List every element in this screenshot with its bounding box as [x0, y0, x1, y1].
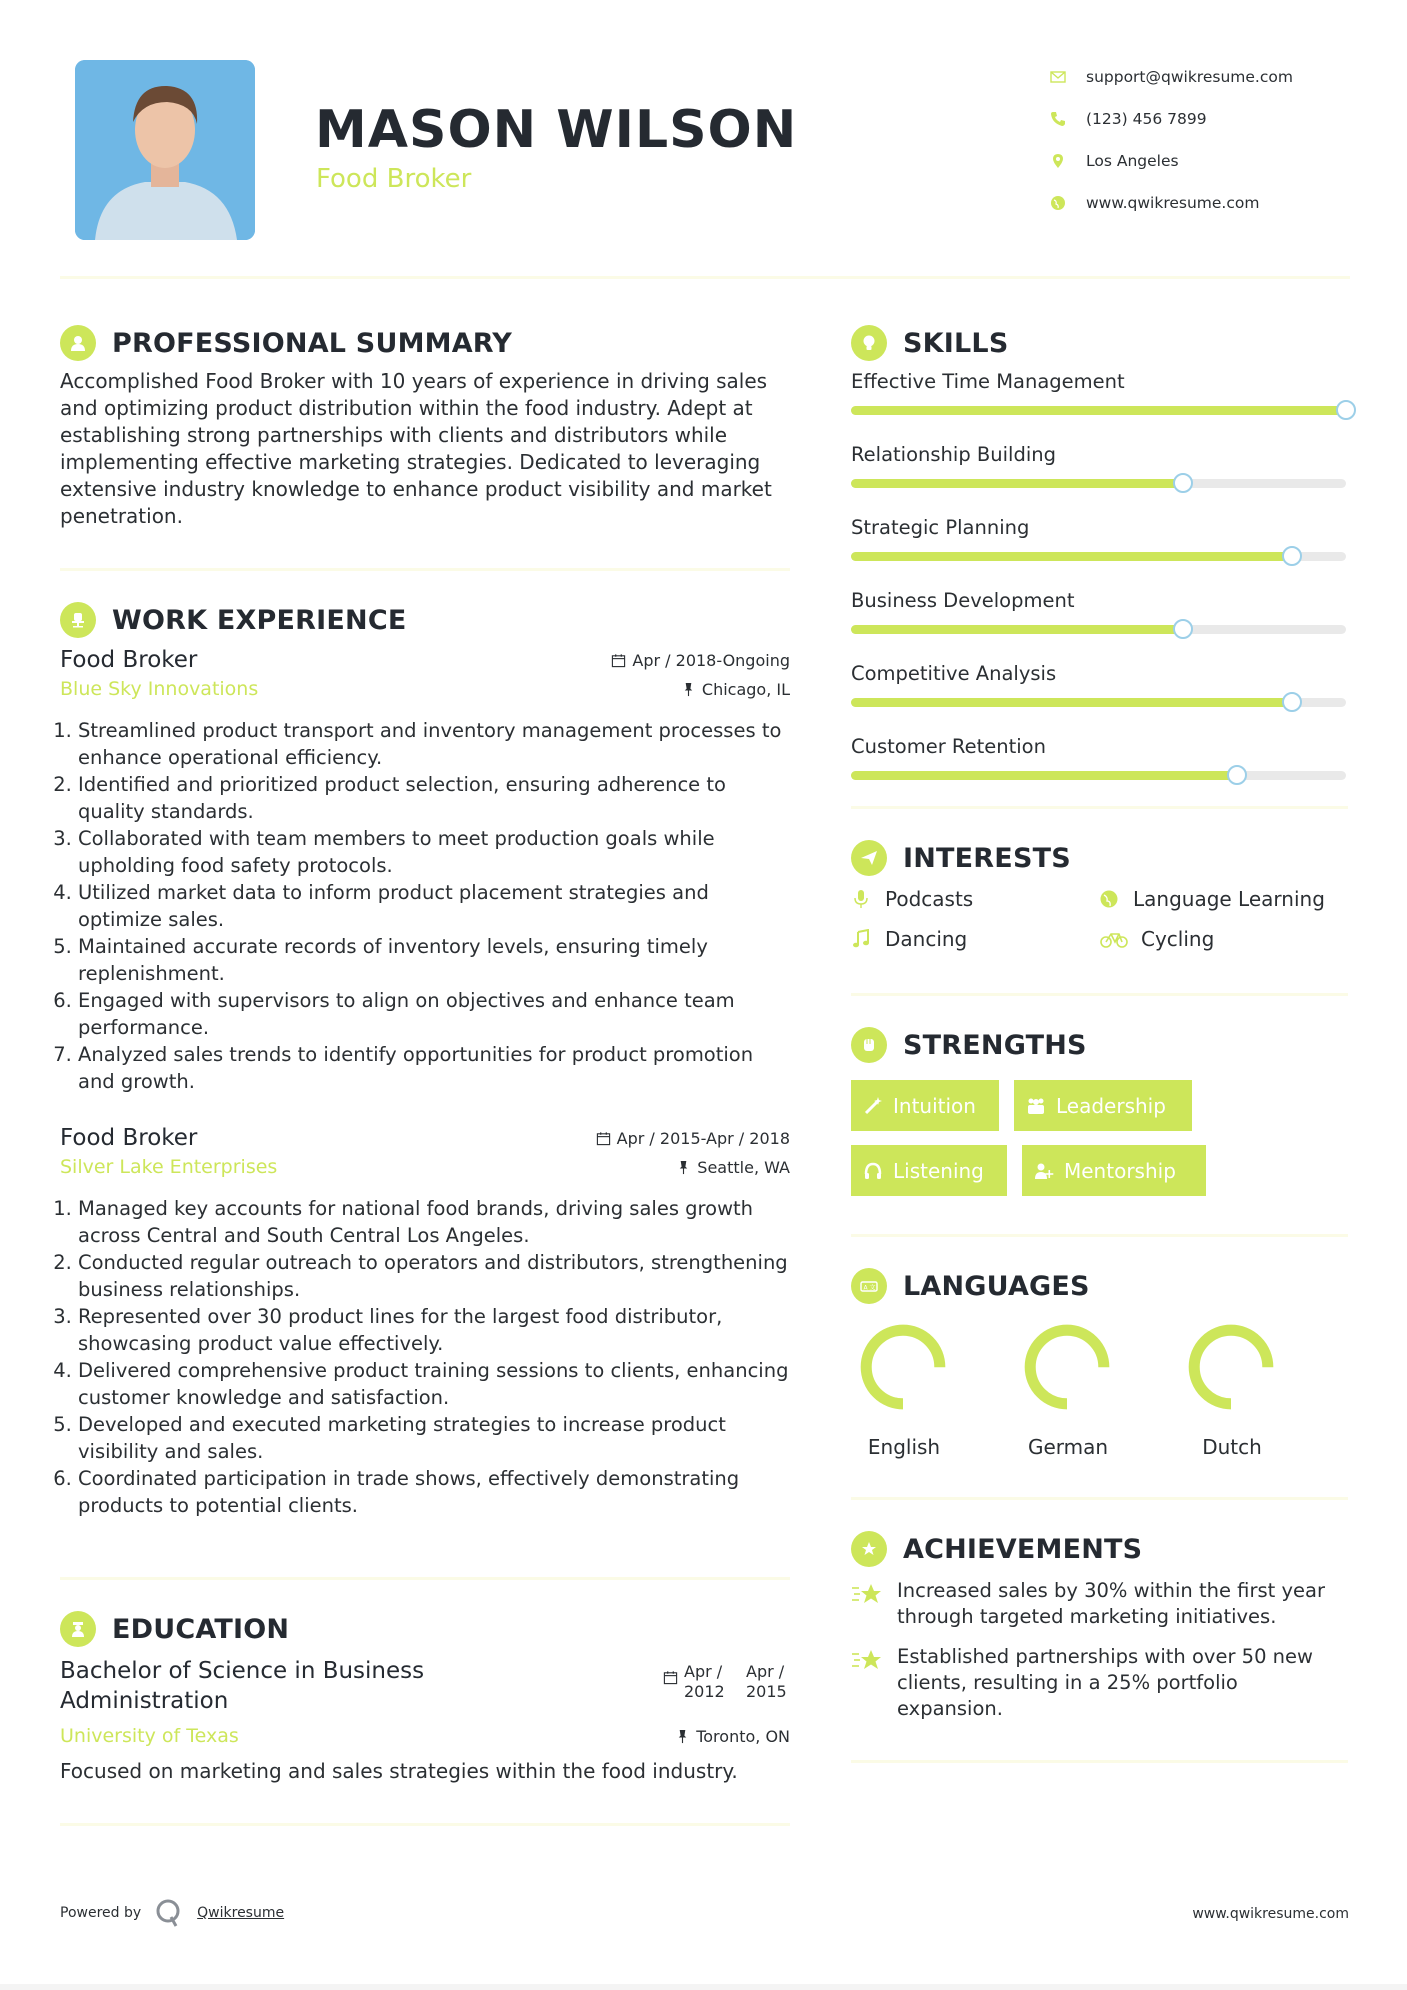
job-entry — [60, 1123, 790, 1519]
education-entry — [60, 1656, 790, 1785]
skill-label: Strategic Planning — [851, 516, 1030, 539]
skill-label: Effective Time Management — [851, 370, 1125, 393]
job-bullet: 5. Developed and executed marketing strategies to increase product visibility and sales. — [78, 1411, 790, 1465]
contact-list — [1050, 56, 1293, 224]
header-divider — [60, 276, 1350, 279]
skill-knob — [1282, 692, 1302, 712]
degree: Bachelor of Science in Business Administration — [60, 1658, 425, 1714]
languages-section — [851, 1265, 1348, 1459]
section-divider — [851, 1760, 1348, 1763]
map-pin-icon — [1050, 153, 1086, 169]
language-icon — [851, 1268, 887, 1304]
achievement-text: Established partnerships with over 50 new clients, resulting in a 25% portfolio expansion. — [897, 1645, 1313, 1720]
powered-by-label: Powered by — [60, 1905, 142, 1921]
job-bullet: 6. Engaged with supervisors to align on objectives and enhance team performance. — [78, 987, 790, 1041]
user-plus-icon — [1034, 1161, 1054, 1181]
skill-item — [851, 660, 1348, 707]
headphones-icon — [863, 1161, 883, 1181]
interest-item — [1099, 887, 1348, 911]
skill-knob — [1173, 619, 1193, 639]
qwikresume-link[interactable]: Qwikresume — [197, 1905, 285, 1921]
page-bottom-edge — [0, 1984, 1407, 1990]
education-start: Apr / 2012 — [684, 1662, 725, 1701]
achievement-item — [851, 1578, 1348, 1630]
summary-text: Accomplished Food Broker with 10 years of experience in driving sales and optimizing product distribution within the food industry. Adept at establishing strong partnerships with clients and distributors while implementing effective marketing strategies. Dedicated to leveraging extensive industry knowledge to enhance product visibility and market penetration. — [60, 369, 772, 528]
strength-tag — [851, 1145, 1007, 1196]
skill-item — [851, 514, 1348, 561]
shooting-star-icon — [851, 1578, 897, 1630]
magic-wand-icon — [863, 1096, 883, 1116]
job-bullet: 4. Delivered comprehensive product training sessions to clients, enhancing customer knowledge and satisfaction. — [78, 1357, 790, 1411]
lightbulb-icon — [851, 325, 887, 361]
job-bullet: 7. Analyzed sales trends to identify opportunities for product promotion and growth. — [78, 1041, 790, 1095]
job-bullet: 6. Coordinated participation in trade shows, effectively demonstrating products to potential clients. — [78, 1465, 790, 1519]
music-note-icon — [851, 929, 877, 949]
qwikresume-logo-icon — [155, 1898, 183, 1928]
calendar-icon — [663, 1670, 678, 1685]
skills-section — [851, 322, 1348, 780]
achievement-item — [851, 1644, 1348, 1722]
job-bullets — [60, 1195, 790, 1519]
language-label: English — [867, 1435, 941, 1459]
microphone-icon — [851, 889, 877, 909]
interest-label: Language Learning — [1133, 887, 1325, 911]
language-item — [851, 1321, 1015, 1459]
skill-item — [851, 733, 1348, 780]
bicycle-icon — [1099, 929, 1133, 949]
skill-item — [851, 587, 1348, 634]
skill-bar — [851, 698, 1346, 707]
summary-heading: PROFESSIONAL SUMMARY — [112, 327, 513, 359]
strength-tag — [1014, 1080, 1192, 1131]
job-bullet: 2. Conducted regular outreach to operators and distributors, strengthening business relationships. — [78, 1249, 790, 1303]
calendar-icon — [611, 653, 626, 668]
job-bullet: 3. Collaborated with team members to meet production goals while upholding food safety protocols. — [78, 825, 790, 879]
job-bullet: 5. Maintained accurate records of inventory levels, ensuring timely replenishment. — [78, 933, 790, 987]
job-bullet: 3. Represented over 30 product lines for the largest food distributor, showcasing product value effectively. — [78, 1303, 790, 1357]
skill-item — [851, 368, 1348, 415]
job-title: Food Broker — [60, 1125, 198, 1151]
section-divider — [851, 1234, 1348, 1237]
strength-label: Intuition — [893, 1093, 976, 1118]
job-location: Seattle, WA — [697, 1157, 790, 1177]
education-section — [60, 1608, 790, 1785]
contact-email-text: support@qwikresume.com — [1086, 68, 1293, 86]
user-icon — [60, 325, 96, 361]
interest-label: Podcasts — [885, 887, 974, 911]
pushpin-icon — [675, 1729, 690, 1744]
language-ring — [1185, 1321, 1277, 1413]
language-label: Dutch — [1202, 1435, 1262, 1459]
envelope-icon — [1050, 69, 1086, 85]
skill-label: Relationship Building — [851, 443, 1057, 466]
achievements-heading: ACHIEVEMENTS — [903, 1533, 1143, 1565]
section-divider — [851, 806, 1348, 809]
section-divider — [60, 568, 790, 571]
paper-plane-icon — [851, 840, 887, 876]
education-description: Focused on marketing and sales strategies within the food industry. — [60, 1759, 738, 1783]
interest-label: Cycling — [1141, 927, 1215, 951]
job-location: Chicago, IL — [701, 679, 790, 699]
contact-phone-text: (123) 456 7899 — [1086, 110, 1207, 128]
shooting-star-icon — [851, 1644, 897, 1722]
left-column — [60, 322, 790, 1826]
office-chair-icon — [60, 602, 96, 638]
skill-bar — [851, 625, 1346, 634]
fist-icon — [851, 1027, 887, 1063]
section-divider — [60, 1823, 790, 1826]
summary-section — [60, 322, 790, 530]
skill-label: Business Development — [851, 589, 1075, 612]
strengths-section — [851, 1024, 1348, 1196]
company-name: Silver Lake Enterprises — [60, 1156, 278, 1178]
pushpin-icon — [681, 682, 696, 697]
footer-powered-by — [60, 1898, 284, 1928]
strength-label: Leadership — [1056, 1093, 1166, 1118]
candidate-title: Food Broker — [316, 164, 472, 194]
job-entry — [60, 645, 790, 1095]
phone-icon — [1050, 111, 1086, 127]
experience-section — [60, 599, 790, 1519]
language-ring — [857, 1321, 949, 1413]
skill-bar — [851, 406, 1346, 415]
profile-photo — [75, 60, 255, 240]
strength-label: Listening — [893, 1158, 984, 1183]
contact-website[interactable] — [1050, 182, 1293, 224]
company-name: Blue Sky Innovations — [60, 678, 259, 700]
section-divider — [851, 1497, 1348, 1500]
education-location: Toronto, ON — [696, 1726, 790, 1746]
school-name: University of Texas — [60, 1725, 239, 1747]
interest-item — [1099, 927, 1348, 951]
language-item — [1015, 1321, 1179, 1459]
globe-icon — [1050, 195, 1086, 211]
skill-bar — [851, 552, 1346, 561]
avatar — [75, 60, 255, 240]
strength-tag — [851, 1080, 999, 1131]
job-bullet: 4. Utilized market data to inform product placement strategies and optimize sales. — [78, 879, 790, 933]
star-badge-icon — [851, 1531, 887, 1567]
interests-section — [851, 837, 1348, 951]
skill-label: Customer Retention — [851, 735, 1046, 758]
interest-item — [851, 927, 1099, 951]
pushpin-icon — [676, 1160, 691, 1175]
interests-heading: INTERESTS — [903, 842, 1071, 874]
skill-label: Competitive Analysis — [851, 662, 1057, 685]
education-heading: EDUCATION — [112, 1613, 290, 1645]
education-end: Apr / 2015 — [746, 1662, 787, 1701]
section-divider — [60, 1577, 790, 1580]
strengths-heading: STRENGTHS — [903, 1029, 1087, 1061]
right-column — [851, 322, 1348, 1763]
contact-location — [1050, 140, 1293, 182]
languages-heading: LANGUAGES — [903, 1270, 1090, 1302]
job-bullet: 1. Managed key accounts for national food brands, driving sales growth across Central and South Central Los Angeles. — [78, 1195, 790, 1249]
job-dates: Apr / 2018-Ongoing — [632, 651, 790, 670]
skill-knob — [1282, 546, 1302, 566]
calendar-icon — [596, 1131, 611, 1146]
skills-heading: SKILLS — [903, 327, 1009, 359]
skill-item — [851, 441, 1348, 488]
language-item — [1179, 1321, 1343, 1459]
job-title: Food Broker — [60, 647, 198, 673]
contact-email[interactable] — [1050, 56, 1293, 98]
skill-knob — [1227, 765, 1247, 785]
strength-label: Mentorship — [1064, 1158, 1176, 1183]
job-bullet: 2. Identified and prioritized product selection, ensuring adherence to quality standards. — [78, 771, 790, 825]
contact-phone[interactable] — [1050, 98, 1293, 140]
job-bullets — [60, 717, 790, 1095]
group-icon — [1026, 1096, 1046, 1116]
achievements-section — [851, 1528, 1348, 1722]
interest-item — [851, 887, 1099, 911]
experience-heading: WORK EXPERIENCE — [112, 604, 407, 636]
globe-icon — [1099, 889, 1125, 909]
achievement-text: Increased sales by 30% within the first year through targeted marketing initiatives. — [897, 1579, 1325, 1628]
contact-website-text: www.qwikresume.com — [1086, 194, 1260, 212]
skill-knob — [1173, 473, 1193, 493]
footer-url[interactable]: www.qwikresume.com — [1192, 1906, 1349, 1922]
contact-location-text: Los Angeles — [1086, 152, 1179, 170]
job-dates: Apr / 2015-Apr / 2018 — [616, 1129, 790, 1148]
language-label: German — [1027, 1435, 1109, 1459]
interest-label: Dancing — [885, 927, 968, 951]
section-divider — [851, 993, 1348, 996]
skill-bar — [851, 771, 1346, 780]
skill-bar — [851, 479, 1346, 488]
candidate-name: MASON WILSON — [315, 100, 798, 160]
svg-text:A 文: A 文 — [863, 1284, 876, 1292]
strength-tag — [1022, 1145, 1206, 1196]
skill-knob — [1336, 400, 1356, 420]
graduate-icon — [60, 1611, 96, 1647]
job-bullet: 1. Streamlined product transport and inventory management processes to enhance operational efficiency. — [78, 717, 790, 771]
language-ring — [1021, 1321, 1113, 1413]
